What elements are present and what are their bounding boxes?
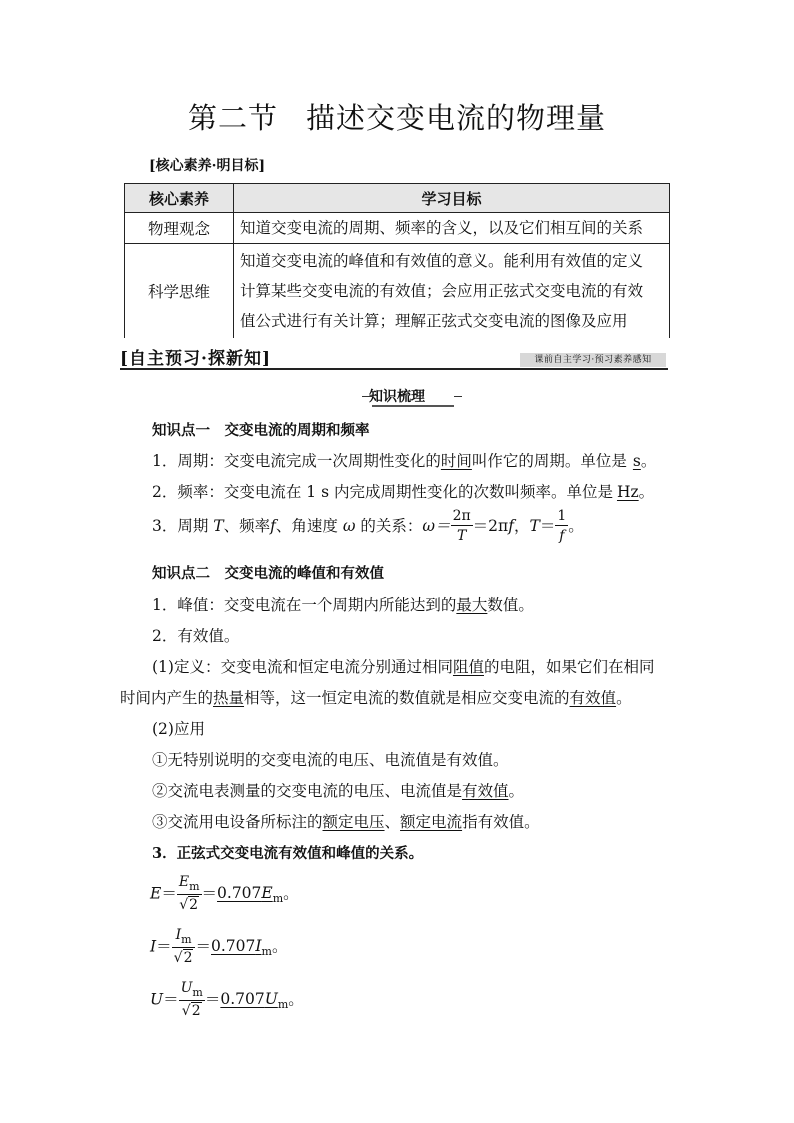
goals-table	[124, 183, 670, 338]
kp2-app-item1: ①无特别说明的交变电流的电压、电流值是有效值。	[152, 751, 509, 769]
kp2-app-title: (2)应用	[152, 720, 205, 738]
section-banner-tag: 课前自主学习·预习素养感知	[520, 353, 666, 367]
page-title	[0, 96, 794, 137]
table-cell-value: 知道交变电流的周期、频率的含义，以及它们相互间的关系	[234, 213, 670, 244]
kp1-line1: 1．周期：交变电流完成一次周期性变化的时间叫作它的周期。单位是 s。	[152, 452, 657, 470]
fraction: $\frac{U_m}{√2}$	[180, 980, 203, 1019]
kp1-title: 知识点一 交变电流的周期和频率	[152, 422, 370, 439]
formula-u: U＝ $\frac{U_m}{√2}$ $=0.707U_m$。	[150, 980, 304, 1019]
table-header: 学习目标	[234, 184, 670, 213]
fraction: $\frac{E_m}{√2}$	[178, 874, 200, 913]
section-banner-title: [自主预习·探新知]	[120, 349, 272, 369]
kp2-app-item3: ③交流用电设备所标注的额定电压、额定电流指有效值。	[152, 813, 540, 831]
kp1-line3: 3．周期 T、频率f、角速度 ω 的关系：ω＝ $\frac{2\pi}{T}$ ＝2πf，T＝ $\frac{1}{f}$ 。	[152, 508, 584, 544]
formula-e: E＝ $\frac{E_m}{√2}$ $=0.707E_m$。	[150, 874, 299, 913]
table-header: 核心素养	[125, 184, 234, 213]
fraction: $\frac{2\pi}{T}$	[452, 508, 471, 544]
kp2-app-item2: ②交流电表测量的交变电流的电压、电流值是有效值。	[152, 782, 525, 800]
fraction: $\frac{I_m}{√2}$	[172, 928, 196, 965]
cell-line: 值公式进行有关计算；理解正弦式交变电流的图像及应用	[240, 312, 628, 330]
formula-i: I＝ $\frac{I_m}{√2}$ $=0.707I_m$。	[150, 927, 288, 966]
kp2-def-line1: (1)定义：交变电流和恒定电流分别通过相同阻值的电阻，如果它们在相同	[152, 658, 655, 676]
cell-line: 计算某些交变电流的有效值；会应用正弦式交变电流的有效	[240, 282, 644, 300]
section-name: 描述交变电流的物理量	[306, 101, 607, 135]
kp2-line1: 1．峰值：交变电流在一个周期内所能达到的最大数值。	[152, 596, 534, 614]
table-row	[125, 244, 670, 339]
table-row	[125, 213, 670, 244]
fraction: $\frac{1}{f}$	[557, 508, 567, 544]
table-cell-key: 科学思维	[125, 244, 234, 339]
kp1-line2: 2．频率：交变电流在 1 s 内完成周期性变化的次数叫频率。单位是 Hz。	[152, 483, 655, 501]
kp2-line2: 2．有效值。	[152, 627, 240, 645]
kp2-title: 知识点二 交变电流的峰值和有效值	[152, 565, 384, 582]
banner-divider	[120, 368, 668, 370]
cell-line: 知道交变电流的峰值和有效值的意义。能利用有效值的定义	[240, 252, 644, 270]
subhead-wrap	[0, 386, 794, 406]
table-cell-value	[234, 244, 670, 339]
table-header-row	[125, 184, 670, 213]
kp2-line3: 3．正弦式交变电流有效值和峰值的关系。	[152, 845, 424, 862]
section-number: 第二节	[187, 101, 278, 135]
knowledge-subhead: 知识梳理	[369, 389, 425, 405]
table-cell-key: 物理观念	[125, 213, 234, 244]
kp2-def-line2: 时间内产生的热量相等，这一恒定电流的数值就是相应交变电流的有效值。	[120, 689, 632, 707]
core-literacy-tag: [核心素养·明目标]	[149, 158, 266, 174]
